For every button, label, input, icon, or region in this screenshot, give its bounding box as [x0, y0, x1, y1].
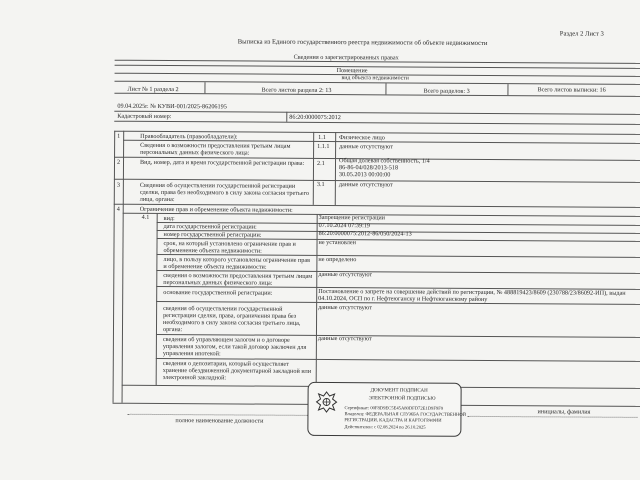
cadastral-label: Кадастровый номер: [117, 112, 172, 121]
row-3-value: данные отсутствуют [338, 181, 393, 189]
restriction-term-label: срок, на который установлено ограничение прав и обременение объекта недвижимости: [163, 240, 296, 255]
registration-date-value: 07.10.2024 07:39:19 [318, 221, 371, 230]
cadastral-number: 86:20:0000075:2012 [289, 113, 341, 122]
row-1-1-value: данные отсутствуют [339, 143, 393, 151]
pledge-manager-value: данные отсутствуют [317, 334, 372, 343]
restriction-type-label: вид: [163, 215, 175, 223]
sheet-number: Лист № 1 раздела 2 [127, 85, 179, 94]
sheets-in-section: Всего листов раздела 2: 13 [261, 86, 332, 95]
row-2-label: Вид, номер, дата и время государственной регистрации права: [139, 158, 305, 167]
sheet-info: Раздел 2 Лист 3 [559, 30, 604, 38]
row-2-value-line-2: 86-86-04/028/2013-518 [338, 164, 399, 172]
registration-basis-label: основание государственной регистрации: [163, 289, 273, 297]
row-1-1-sub: 1.1.1 [317, 142, 330, 151]
object-type: Помещение [336, 67, 368, 75]
row-2-value-line-1: Общая долевая собственность, 1/4 [339, 157, 430, 165]
registration-date-label: дата государственной регистрации: [163, 223, 257, 231]
sections-total: Всего разделов: 3 [423, 87, 470, 95]
document-title: Выписка из Единого государственного реестра недвижимости об объекте недвижимости [237, 38, 488, 47]
stamp-line-2: ЭЛЕКТРОННОЙ ПОДПИСЬЮ [368, 396, 436, 402]
row-1-sub: 1.1 [318, 133, 326, 141]
registration-number-label: номер государственной регистрации: [163, 231, 262, 239]
row-3-label: Сведения об осуществлении государственной регистрации сделки, права без необходимого в силу закона согласия третьего лица, органа: [139, 181, 310, 204]
stamp-line-1: ДОКУМЕНТ ПОДПИСАН [370, 388, 428, 394]
transaction-consent-value: данные отсутствуют [318, 303, 372, 312]
date-and-number: 09.04.2025г. № КУВИ-001/2025-86206195 [117, 102, 227, 111]
row-2-sub: 2.1 [316, 159, 325, 167]
row-3-sub: 3.1 [316, 180, 325, 188]
name-caption: инициалы, фамилия [537, 408, 591, 416]
row-3-number: 3 [116, 181, 120, 189]
position-caption: полное наименование должности [175, 417, 264, 425]
stamp-line-5: РЕГИСТРАЦИИ, КАДАСТРА И КАРТОГРАФИИ [344, 417, 442, 423]
stamp-line-4: Владелец: ФЕДЕРАЛЬНАЯ СЛУЖБА ГОСУДАРСТВЕННОЙ [344, 411, 466, 417]
beneficiary-label: лицо, в пользу которого установлены ограничение прав и обременение объекта недвижимости: [163, 256, 311, 271]
sheets-total: Всего листов выписки: 16 [537, 86, 606, 94]
row-4-number: 4 [116, 205, 120, 213]
row-2-value-line-3: 30.05.2013 00:00:00 [338, 171, 391, 179]
restriction-type-value: Запрещение регистрации [318, 213, 386, 222]
row-1-number: 1 [117, 132, 121, 140]
restriction-sub: 4.1 [141, 213, 150, 221]
document-subtitle: Сведения о зарегистрированных правах [293, 53, 399, 62]
transaction-consent-label: сведения об осуществлении государственной регистрации сделки, права, ограничения права без необходимого в силу закона согласия третьего лица, органа: [162, 305, 301, 334]
e-signature-stamp [307, 382, 466, 437]
object-type-caption: вид объекта недвижимости [341, 75, 409, 82]
stamp-line-6: Действителен: с 02.08.2024 по 26.10.2025 [344, 424, 426, 430]
stamp-line-3: Сертификат: 00F8D9EC5E45A80DFD72E1D9F9F9 [344, 405, 444, 411]
row-4-label: Ограничение прав и обременение объекта недвижимости: [139, 205, 293, 214]
restriction-term-value: не установлен [318, 238, 356, 247]
depositary-label: сведения о депозитарии, который осуществляет хранение обездвиженной документарной закладной или электронной закладной: [162, 360, 312, 382]
row-1-1-label: Сведения о возможности предоставления третьим лицам персональных данных физического лица: [140, 141, 291, 157]
pledge-manager-label: сведения об управляющем залогом и о договоре управления залогом, если такой договор заключен для управления ипотекой: [162, 336, 307, 358]
row-1-label: Правообладатель (правообладатели): [140, 132, 238, 141]
beneficiary-value: не определено [318, 255, 357, 264]
registration-number-value: 86:20:0000075:2012-86/050/2024-13 [318, 229, 412, 238]
personal-data-value: данные отсутствуют [318, 270, 373, 279]
row-1-value: Физическое лицо [339, 134, 385, 142]
registration-basis-value: Постановление о запрете на совершение действий по регистрации, № 488819423/8609 (230788/23/86092-ИП), выдан 04.10.2024, ОСП по г. Нефтеюганску и Нефтеюганскому району [318, 287, 626, 303]
row-2-number: 2 [116, 158, 121, 166]
personal-data-label: сведения о возможности предоставления третьим лицам персональных данных физического лица: [163, 272, 313, 287]
